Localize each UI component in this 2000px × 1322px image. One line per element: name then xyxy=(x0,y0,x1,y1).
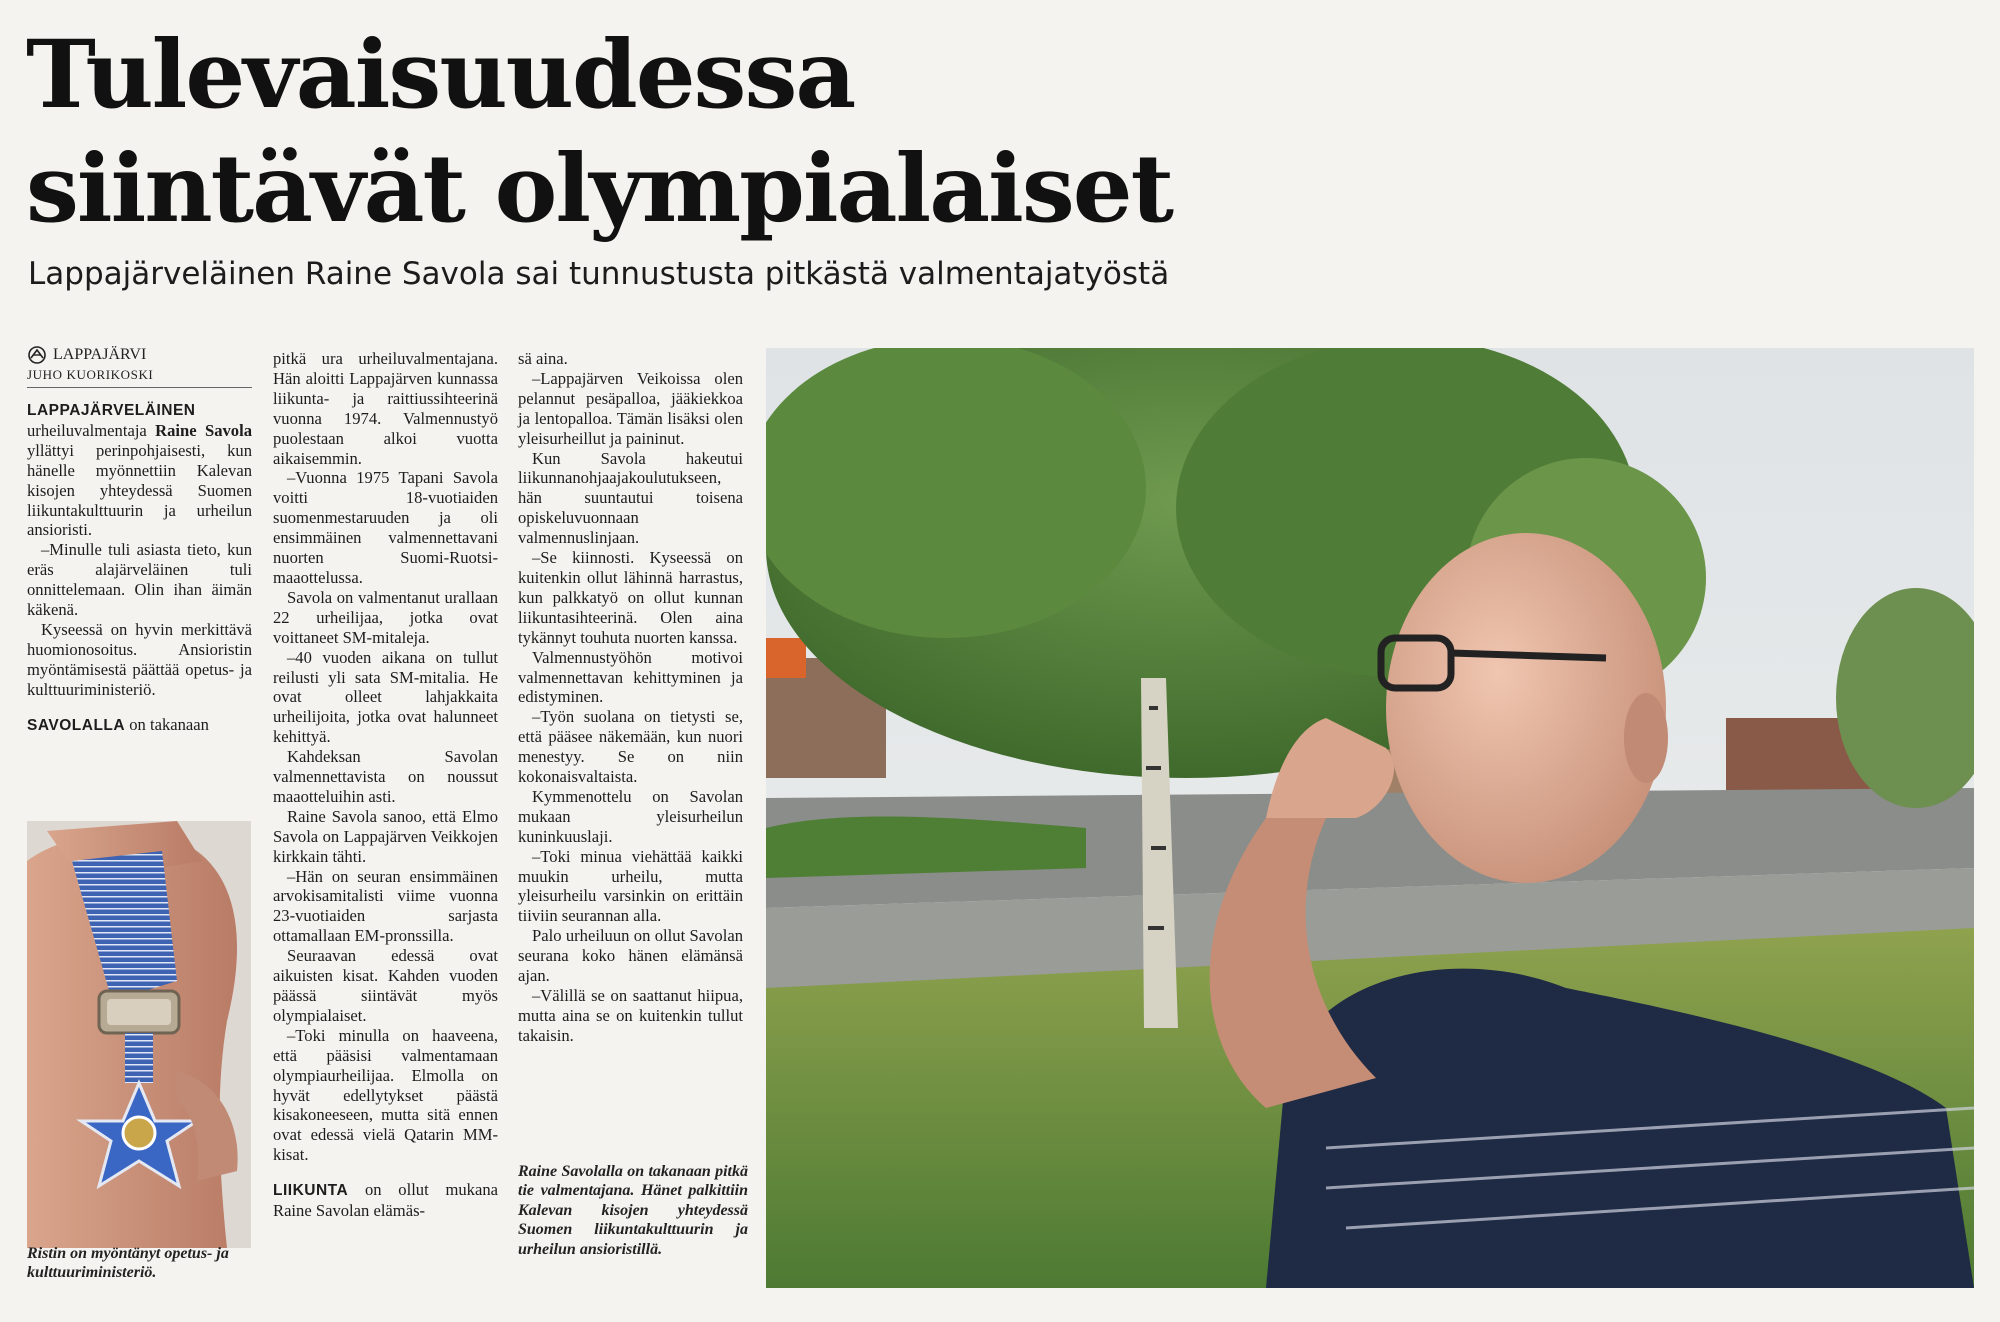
newspaper-logo-icon xyxy=(27,346,47,364)
paragraph: Kahdeksan Savolan valmennettavista on noussut maaotteluihin asti. xyxy=(273,747,498,806)
medal-photo xyxy=(27,821,251,1248)
main-photo xyxy=(766,348,1974,1288)
paragraph: Seuraavan edessä ovat aikuisten kisat. Kahden vuoden päässä siintävät myös olympialaiset. xyxy=(273,946,498,1025)
photo-caption-small: Ristin on myöntänyt opetus- ja kulttuuriministeriö. xyxy=(27,1245,229,1282)
paragraph: –40 vuoden aikana on tullut reilusti yli sata SM-mitalia. He ovat olleet lahjakkaita urheilijoita, jotka ovat halunneet kehittyä. xyxy=(273,647,498,747)
paragraph: Kymmenottelu on Savolan mukaan yleisurheilun kuninkuuslaji. xyxy=(518,786,743,846)
paragraph: –Minulle tuli asiasta tieto, kun eräs alajärveläinen tuli onnittelemaan. Olin ihan äimän käkenä. xyxy=(27,540,252,620)
paragraph: Savola on valmentanut urallaan 22 urheilijaa, jotka ovat voittaneet SM-mitaleja. xyxy=(273,587,498,647)
paragraph: –Vuonna 1975 Tapani Savola voitti 18-vuotiaiden suomenmestaruuden ja oli ensimmäinen valmennettavani nuorten Suomi-Ruotsi-maaottelussa. xyxy=(273,468,498,587)
section-lead-word: SAVOLALLA xyxy=(27,716,126,734)
dateline-place: LAPPAJÄRVI xyxy=(53,346,147,363)
paragraph: Raine Savola sanoo, että Elmo Savola on Lappajärven Veikkojen kirkkain tähti. xyxy=(273,806,498,866)
text-run: urheiluvalmentaja xyxy=(27,420,156,440)
paragraph: pitkä ura urheiluvalmentajana. Hän aloitti Lappajärven kunnassa liikunta- ja raittiussihteerinä vuonna 1974. Valmennustyö puolestaan alkoi vuotta aikaisemmin. xyxy=(273,349,498,468)
article-column-3 xyxy=(518,349,743,1046)
paragraph: –Välillä se on saattanut hiipua, mutta aina se on kuitenkin tullut takaisin. xyxy=(518,986,743,1045)
headline-line-2: siintävät olympialaiset xyxy=(26,134,1172,244)
text-run: yllättyi perinpohjaisesti, kun hänelle myönnettiin Kalevan kisojen yhteydessä Suomen liikuntakulttuurin ja urheilun ansioristi. xyxy=(27,440,252,540)
paragraph: Palo urheiluun on ollut Savolan seurana koko hänen elämänsä ajan. xyxy=(518,926,743,986)
paragraph: –Toki minua viehättää kaikki muukin urheilu, mutta yleisurheilu varsinkin on erittäin tiiviin seurannan alla. xyxy=(518,846,743,926)
paragraph: –Toki minulla on haaveena, että pääsisi valmentamaan olympiaurheilijaa. Elmolla on hyvät edellytykset päästä kisakoneeseen, mutta sitä ennen ovat edessä vielä Qatarin MM-kisat. xyxy=(273,1025,498,1165)
paragraph: –Se kiinnosti. Kyseessä on kuitenkin ollut lähinnä harrastus, kun palkkatyö on ollut kunnan liikuntasihteerinä. Olen aina tykännyt touhuta nuorten kanssa. xyxy=(518,548,743,647)
dateline xyxy=(27,345,252,388)
paragraph: Valmennustyöhön motivoi valmennettavan kehittyminen ja edistyminen. xyxy=(518,647,743,707)
headline xyxy=(26,18,1326,246)
paragraph: Kyseessä on hyvin merkittävä huomionosoitus. Ansioristin myöntämisestä päättää opetus- ja kulttuuriministeriö. xyxy=(27,619,252,699)
headline-line-1: Tulevaisuudessa xyxy=(26,20,855,130)
subheadline: Lappajärveläinen Raine Savola sai tunnustusta pitkästä valmentajatyöstä xyxy=(28,256,1170,292)
section-lead-word: LIIKUNTA xyxy=(273,1182,349,1200)
dateline-author: JUHO KUORIKOSKI xyxy=(27,367,154,382)
paragraph xyxy=(27,715,252,736)
photo-caption-main: Raine Savolalla on takanaan pitkä tie valmentajana. Hänet palkittiin Kalevan kisojen yhteydessä Suomen liikuntakulttuurin ja urheilun ansioristillä. xyxy=(518,1163,748,1258)
paragraph: –Hän on seuran ensimmäinen arvokisamitalisti viime vuonna 23-vuotiaiden sarjasta ottamallaan EM-pronssilla. xyxy=(273,866,498,946)
article-column-1 xyxy=(27,345,252,736)
paragraph xyxy=(27,400,252,540)
paragraph xyxy=(273,1180,498,1221)
text-run: on ollut mukana Raine Savolan elämäs- xyxy=(273,1180,498,1221)
lead-word: LAPPAJÄRVELÄINEN xyxy=(27,402,196,419)
person-name: Raine Savola xyxy=(155,420,252,440)
paragraph: –Työn suolana on tietysti se, että pääsee näkemään, kun nuori menestyy. Se on niin kokonaisvaltaista. xyxy=(518,707,743,787)
text-run: on takanaan xyxy=(125,714,209,734)
article-column-2 xyxy=(273,349,498,1221)
paragraph: sä aina. xyxy=(518,349,568,368)
paragraph: Kun Savola hakeutui liikunnanohjaajakoulutukseen, hän suuntautui toisena opiskeluvuonnaan valmennuslinjaan. xyxy=(518,448,743,548)
paragraph: –Lappajärven Veikoissa olen pelannut pesäpalloa, jääkiekkoa ja lentopalloa. Tämän lisäksi olen yleisurheillut ja paininut. xyxy=(518,368,743,448)
